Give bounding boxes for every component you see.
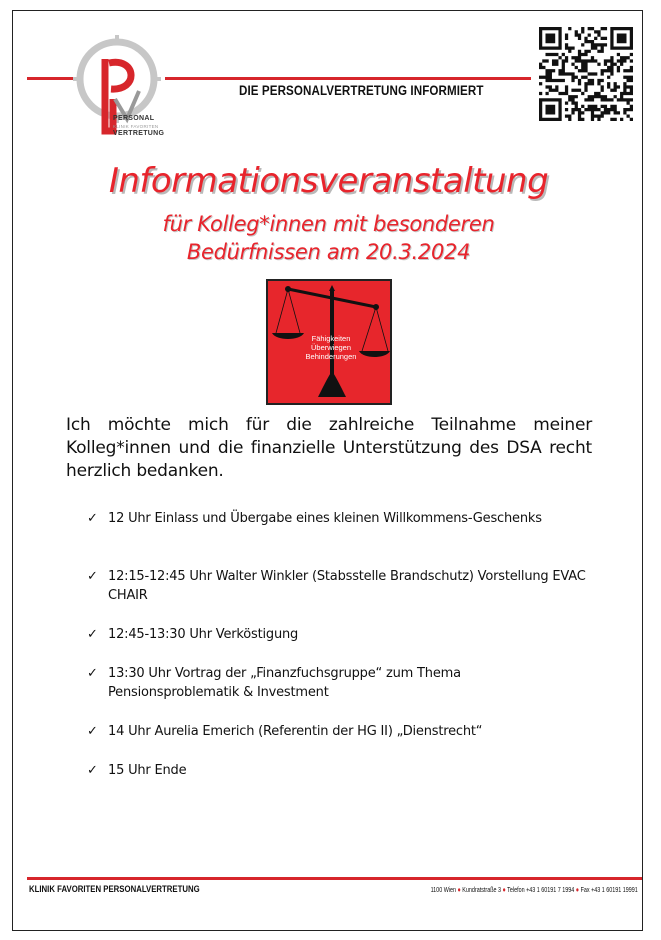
check-icon: ✓ [87, 724, 98, 739]
bullet-icon: ● [576, 885, 580, 894]
agenda-item-text: 12:45-13:30 Uhr Verköstigung [108, 627, 299, 642]
footer-contact [431, 885, 638, 894]
agenda-item-text: 15 Uhr Ende [108, 763, 187, 778]
footer-fax: Fax +43 1 60191 19991 [580, 885, 638, 894]
logo-line-1: PERSONAL [113, 115, 155, 122]
caption-line-2: Überwiegen [310, 343, 352, 352]
caption-line-3: Behinderungen [305, 352, 357, 361]
header-title: DIE PERSONALVERTRETUNG INFORMIERT [239, 83, 484, 98]
check-icon: ✓ [87, 666, 98, 681]
agenda-item [87, 664, 587, 702]
footer-rule [27, 877, 642, 880]
agenda-item [87, 722, 587, 741]
logo-line-3: VERTRETUNG [113, 130, 165, 137]
subtitle-line-2: Bedürfnissen am 20.3.2024 [186, 240, 471, 264]
scales-image [266, 279, 392, 405]
footer-address: 1100 Wien [430, 885, 457, 894]
check-icon: ✓ [87, 627, 98, 642]
agenda-item [87, 567, 587, 605]
check-icon: ✓ [87, 511, 98, 526]
agenda-item-text: 12:15-12:45 Uhr Walter Winkler (Stabsstelle Brandschutz) Vorstellung EVAC CHAIR [108, 569, 586, 603]
agenda-item [87, 509, 587, 528]
footer-organization: KLINIK FAVORITEN PERSONALVERTRETUNG [29, 884, 200, 895]
subtitle-line-1: für Kolleg*innen mit besonderen [162, 212, 495, 236]
logo-line-2: KLINIK FAVORITEN [113, 123, 159, 129]
check-icon: ✓ [87, 569, 98, 584]
bullet-icon: ● [502, 885, 506, 894]
thanks-paragraph: Ich möchte mich für die zahlreiche Teilnahme meiner Kolleg*innen und die finanzielle Unterstützung des DSA recht herzlich bedanken. [66, 415, 592, 481]
footer-street: Kundratstraße 3 [462, 885, 502, 894]
page-subtitle [13, 210, 644, 266]
bullet-icon: ● [457, 885, 461, 894]
caption-line-1: Fähigkeiten [311, 334, 351, 343]
agenda-item-text: 13:30 Uhr Vortrag der „Finanzfuchsgruppe“ zum Thema Pensionsproblematik & Investment [108, 666, 461, 700]
page-title: Informationsveranstaltung [108, 161, 549, 201]
footer-phone: Telefon +43 1 60191 7 1994 [507, 885, 575, 894]
check-icon: ✓ [87, 763, 98, 778]
logo-wordmark [113, 115, 164, 138]
scales-caption [288, 334, 374, 361]
agenda-item [87, 625, 587, 644]
agenda-item [87, 761, 587, 780]
agenda-item-text: 14 Uhr Aurelia Emerich (Referentin der HG II) „Dienstrecht“ [108, 724, 483, 739]
qr-code-icon [539, 27, 633, 121]
flyer-page [12, 10, 643, 931]
agenda-item-text: 12 Uhr Einlass und Übergabe eines kleinen Willkommens-Geschenks [108, 511, 542, 526]
header-rule-right [165, 77, 531, 80]
